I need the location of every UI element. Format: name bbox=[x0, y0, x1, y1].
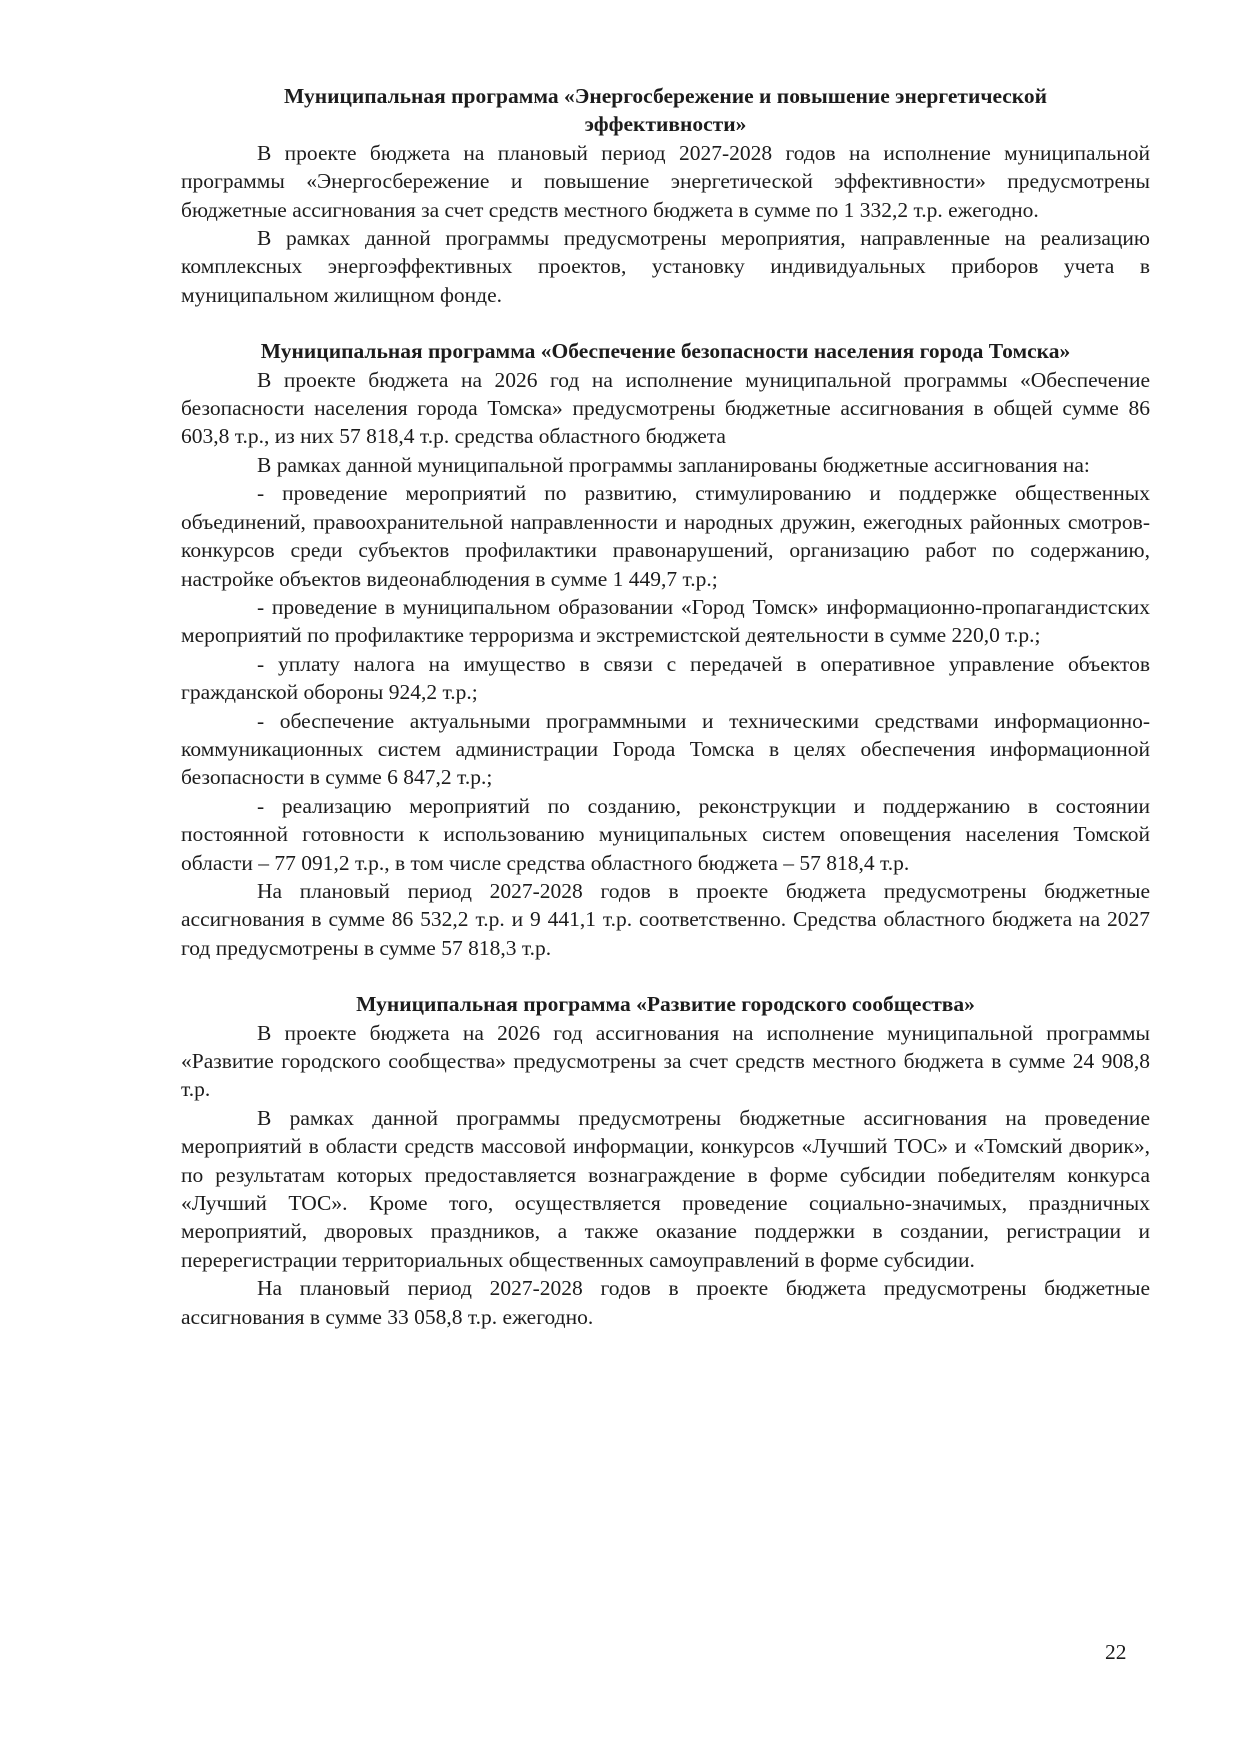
page-number: 22 bbox=[1105, 1640, 1127, 1664]
section-heading: Муниципальная программа «Обеспечение безопасности населения города Томска» bbox=[260, 339, 1071, 364]
paragraph: В рамках данной программы предусмотрены бюджетные ассигнования на проведение мероприятий в области средств массовой информации, конкурсов «Лучший ТОС» и «Томский дворик», по результатам которых предоставляется вознаграждение в форме субсидии победителям конкурса «Лучший ТОС». Кроме того, осуществляется проведение социально-значимых, праздничных мероприятий, дворовых праздников, а также оказание поддержки в создании, регистрации и перерегистрации территориальных общественных самоуправлений в форме субсидии. bbox=[181, 1105, 1150, 1272]
paragraph: В рамках данной муниципальной программы запланированы бюджетные ассигнования на: bbox=[257, 452, 1090, 477]
list-item: - проведение мероприятий по развитию, стимулированию и поддержке общественных объединений, правоохранительной направленности и народных дружин, ежегодных районных смотров-конкурсов среди субъектов профилактики правонарушений, организацию работ по содержанию, настройке объектов видеонаблюдения в сумме 1 449,7 т.р.; bbox=[181, 481, 1150, 591]
paragraph: В проекте бюджета на 2026 год на исполнение муниципальной программы «Обеспечение безопасности населения города Томска» предусмотрены бюджетные ассигнования в общей сумме 86 603,8 т.р., из них 57 818,4 т.р. средства областного бюджета bbox=[181, 367, 1150, 449]
section-energy-saving bbox=[181, 82, 1150, 309]
list-item: - реализацию мероприятий по созданию, реконструкции и поддержанию в состоянии постоянной готовности к использованию муниципальных систем оповещения населения Томской области – 77 091,2 т.р., в том числе средства областного бюджета – 57 818,4 т.р. bbox=[181, 793, 1150, 875]
list-item: - уплату налога на имущество в связи с передачей в оперативное управление объектов гражданской обороны 924,2 т.р.; bbox=[181, 651, 1150, 705]
section-public-safety bbox=[181, 337, 1150, 962]
section-community-development bbox=[181, 990, 1150, 1331]
section-heading: Муниципальная программа «Энергосбережение и повышение энергетической эффективности» bbox=[283, 84, 1048, 137]
paragraph: На плановый период 2027-2028 годов в проекте бюджета предусмотрены бюджетные ассигнования в сумме 86 532,2 т.р. и 9 441,1 т.р. соответственно. Средства областного бюджета на 2027 год предусмотрены в сумме 57 818,3 т.р. bbox=[181, 878, 1150, 960]
paragraph: В рамках данной программы предусмотрены мероприятия, направленные на реализацию комплексных энергоэффективных проектов, установку индивидуальных приборов учета в муниципальном жилищном фонде. bbox=[181, 226, 1150, 307]
list-item: - обеспечение актуальными программными и техническими средствами информационно-коммуникационных систем администрации Города Томска в целях обеспечения информационной безопасности в сумме 6 847,2 т.р.; bbox=[181, 708, 1150, 790]
list-item: - проведение в муниципальном образовании «Город Томск» информационно-пропагандистских мероприятий по профилактике терроризма и экстремистской деятельности в сумме 220,0 т.р.; bbox=[181, 594, 1150, 648]
paragraph: На плановый период 2027-2028 годов в проекте бюджета предусмотрены бюджетные ассигнования в сумме 33 058,8 т.р. ежегодно. bbox=[181, 1276, 1150, 1329]
paragraph: В проекте бюджета на 2026 год ассигнования на исполнение муниципальной программы «Развитие городского сообщества» предусмотрены за счет средств местного бюджета в сумме 24 908,8 т.р. bbox=[181, 1020, 1150, 1102]
paragraph: В проекте бюджета на плановый период 2027-2028 годов на исполнение муниципальной программы «Энергосбережение и повышение энергетической эффективности» предусмотрены бюджетные ассигнования за счет средств местного бюджета в сумме по 1 332,2 т.р. ежегодно. bbox=[181, 140, 1150, 222]
section-heading: Муниципальная программа «Развитие городского сообщества» bbox=[356, 992, 975, 1017]
document-page bbox=[181, 82, 1150, 1331]
